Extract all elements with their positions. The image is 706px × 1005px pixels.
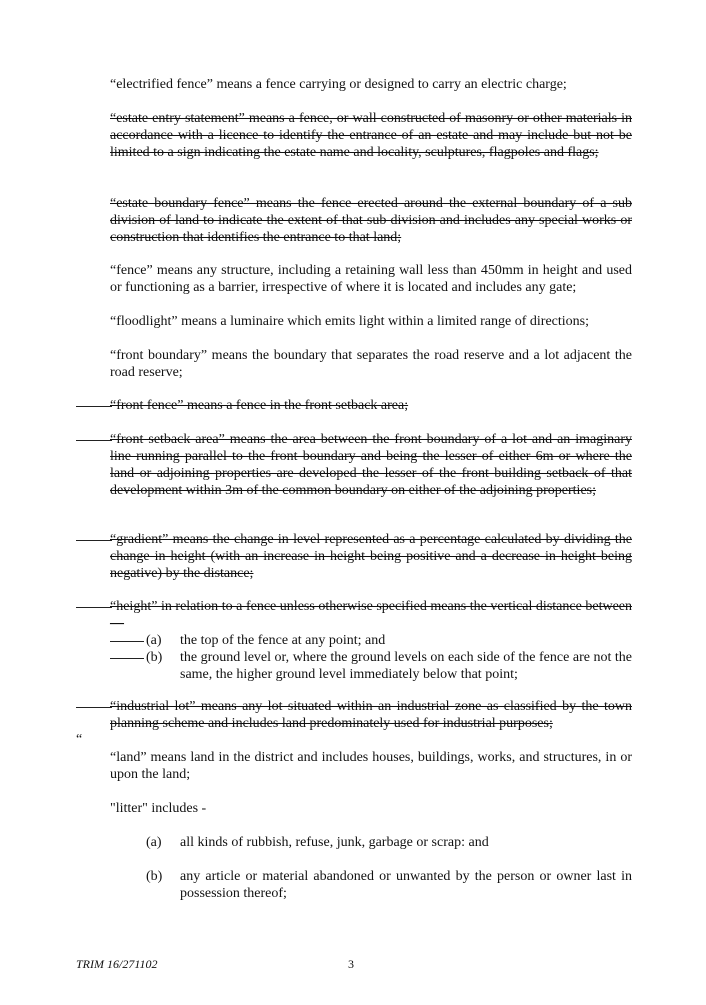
- strike-leader: [76, 440, 112, 441]
- def-gradient: “gradient” means the change in level represented as a percentage calculated by dividing the change in height (with an increase in height being positive and a decrease in height being negative) by the distance;: [110, 532, 632, 581]
- item-text: any article or material abandoned or unwanted by the person or owner last in possession thereof;: [180, 869, 632, 901]
- item-label: (b): [146, 650, 163, 665]
- item-text: the top of the fence at any point; and: [180, 633, 386, 648]
- item-label: (b): [146, 869, 163, 884]
- def-front-setback-area: “front setback area” means the area between the front boundary of a lot and an imaginary line running parallel to the front boundary and being the lesser of either 6m or where the land or adjoining properties are developed the lesser of the front building setback of that development within 3m of the common boundary on either of the adjoining properties;: [110, 432, 632, 498]
- def-industrial-lot: “industrial lot” means any lot situated within an industrial zone as classified by the town planning scheme and includes land predominately used for industrial purposes;: [110, 699, 632, 731]
- def-land: “land” means land in the district and includes houses, buildings, works, and structures, in or upon the land;: [110, 750, 632, 782]
- stray-quote-mark: “: [76, 732, 83, 747]
- def-fence: “fence” means any structure, including a retaining wall less than 450mm in height and used or functioning as a barrier, irrespective of where it is located and includes any gate;: [110, 263, 632, 295]
- def-estate-boundary-fence: “estate boundary fence” means the fence erected around the external boundary of a sub division of land to indicate the extent of that sub division and includes any special works or construction that identifies the entrance to that land;: [110, 196, 632, 245]
- strike-leader: [110, 641, 144, 642]
- def-litter: "litter" includes -: [110, 801, 207, 816]
- item-text: all kinds of rubbish, refuse, junk, garbage or scrap: and: [180, 835, 489, 850]
- def-front-boundary: “front boundary” means the boundary that separates the road reserve and a lot adjacent the road reserve;: [110, 348, 632, 380]
- def-floodlight: “floodlight” means a luminaire which emits light within a limited range of directions;: [110, 314, 589, 329]
- strike-leader: [76, 540, 112, 541]
- footer-trim-reference: TRIM 16/271102: [76, 957, 158, 971]
- strike-leader: [110, 658, 144, 659]
- strike-leader: [76, 406, 112, 407]
- strike-leader: [76, 707, 112, 708]
- item-label: (a): [146, 633, 162, 648]
- def-front-fence: “front fence” means a fence in the front setback area;: [110, 398, 409, 413]
- item-text: the ground level or, where the ground levels on each side of the fence are not the same, the higher ground level immediately below that point;: [180, 650, 632, 682]
- item-label: (a): [146, 835, 162, 850]
- def-height: “height” in relation to a fence unless otherwise specified means the vertical distance between—: [110, 599, 632, 631]
- def-estate-entry-statement: “estate entry statement” means a fence, or wall constructed of masonry or other materials in accordance with a licence to identify the entrance of an estate and may include but not be limited to a sign indicating the estate name and locality, sculptures, flagpoles and flags;: [110, 111, 632, 160]
- page-number: 3: [348, 957, 354, 971]
- strike-leader: [76, 607, 112, 608]
- def-electrified-fence: “electrified fence” means a fence carrying or designed to carry an electric charge;: [110, 77, 567, 92]
